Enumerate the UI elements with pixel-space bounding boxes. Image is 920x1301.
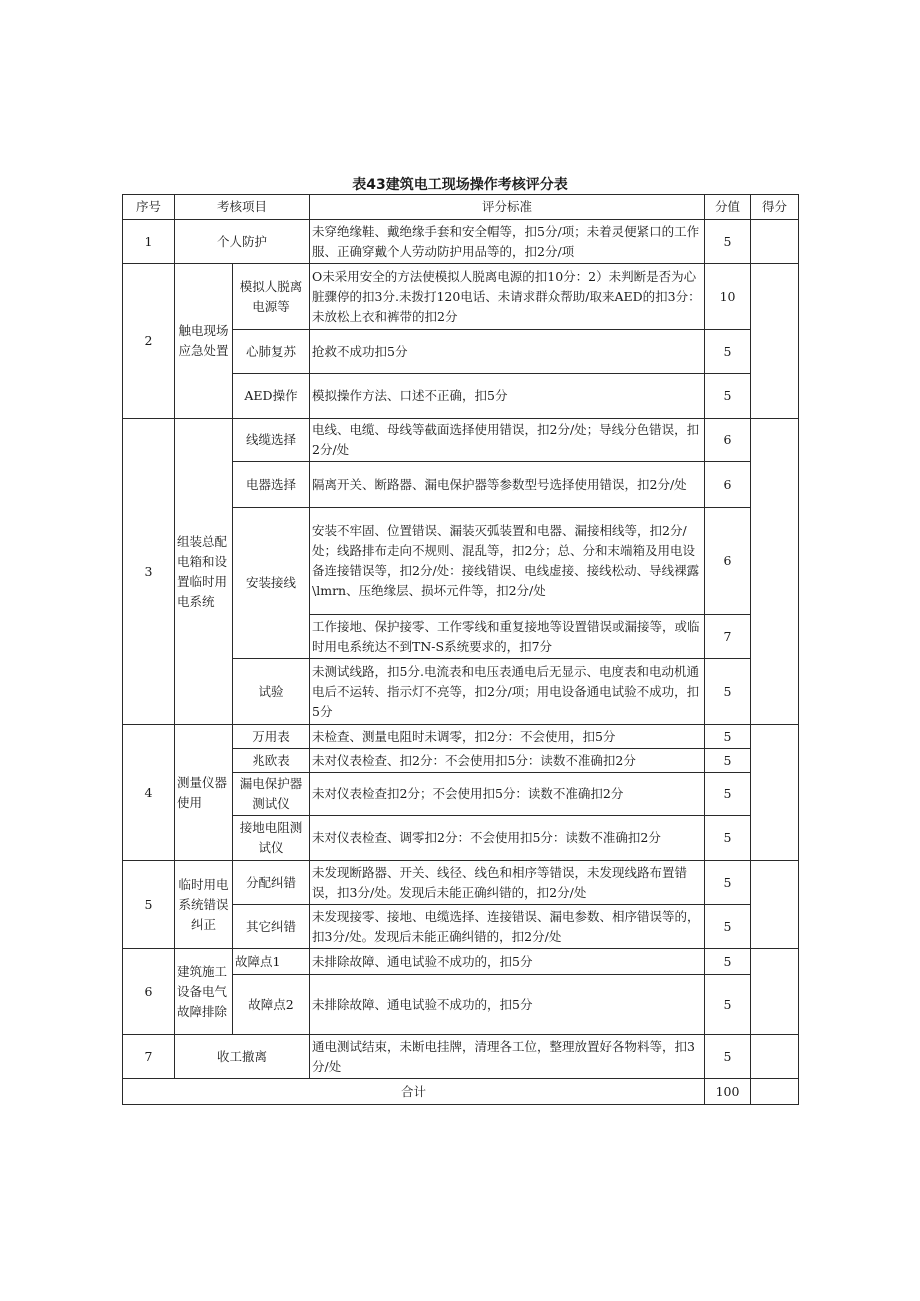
row-item: 临时用电系统错误纠正 <box>175 861 233 949</box>
table-row <box>123 725 799 749</box>
sub-item: 线缆选择 <box>233 419 310 462</box>
total-label: 合计 <box>123 1079 705 1105</box>
header-criteria: 评分标准 <box>310 195 705 220</box>
row-seq: 6 <box>123 949 175 1035</box>
row-score: 6 <box>705 508 751 615</box>
row-criteria: 未发现断路器、开关、线径、线色和相序等错误，未发现线路布置错误，扣3分/处。发现后未能正确纠错的，扣2分/处 <box>310 861 705 905</box>
sub-item: 故障点2 <box>233 975 310 1035</box>
table-row <box>123 949 799 975</box>
row-score: 5 <box>705 220 751 264</box>
row-score: 5 <box>705 975 751 1035</box>
row-criteria: 未排除故障、通电试验不成功的，扣5分 <box>310 975 705 1035</box>
row-criteria: 未穿绝缘鞋、戴绝缘手套和安全帽等，扣5分/项；未着灵便紧口的工作服、正确穿戴个人劳动防护用品等的，扣2分/项 <box>310 220 705 264</box>
row-score: 6 <box>705 419 751 462</box>
row-got[interactable] <box>751 1035 799 1079</box>
row-criteria: 未测试线路，扣5分.电流表和电压表通电后无显示、电度表和电动机通电后不运转、指示灯不亮等，扣2分/项；用电设备通电试验不成功，扣5分 <box>310 659 705 725</box>
row-got[interactable] <box>751 949 799 1035</box>
header-got: 得分 <box>751 195 799 220</box>
total-row <box>123 1079 799 1105</box>
row-seq: 3 <box>123 419 175 725</box>
row-criteria: 未对仪表检查扣2分；不会使用扣5分：读数不准确扣2分 <box>310 773 705 816</box>
row-score: 5 <box>705 773 751 816</box>
row-criteria: 抢救不成功扣5分 <box>310 330 705 374</box>
row-criteria: 未对仪表检查、调零扣2分：不会使用扣5分：读数不准确扣2分 <box>310 816 705 861</box>
sub-item: 安装接线 <box>233 508 310 659</box>
row-got[interactable] <box>751 264 799 419</box>
total-got[interactable] <box>751 1079 799 1105</box>
row-criteria: 安装不牢固、位置错误、漏装灭弧装置和电器、漏接相线等，扣2分/处；线路排布走向不规则、混乱等，扣2分；总、分和末端箱及用电设备连接错误等，扣2分/处：接线错误、电线虚接、接线松动、导线裸露\lmrn、压绝缘层、损坏元件等，扣2分/处 <box>310 508 705 615</box>
row-criteria: 未发现接零、接地、电缆选择、连接错误、漏电参数、相序错误等的，扣3分/处。发现后未能正确纠错的，扣2分/处 <box>310 905 705 949</box>
sub-item: AED操作 <box>233 374 310 419</box>
row-score: 6 <box>705 462 751 508</box>
total-score: 100 <box>705 1079 751 1105</box>
row-criteria: 工作接地、保护接零、工作零线和重复接地等设置错误或漏接等，或临时用电系统达不到TN-S系统要求的，扣7分 <box>310 615 705 659</box>
sub-item: 电器选择 <box>233 462 310 508</box>
row-item: 建筑施工设备电气故障排除 <box>175 949 233 1035</box>
table-row <box>123 264 799 330</box>
row-got[interactable] <box>751 861 799 949</box>
row-criteria: 通电测试结束，未断电挂牌，清理各工位，整理放置好各物料等，扣3分/处 <box>310 1035 705 1079</box>
sub-item: 分配纠错 <box>233 861 310 905</box>
row-score: 5 <box>705 725 751 749</box>
score-table <box>122 194 799 1105</box>
row-seq: 4 <box>123 725 175 861</box>
row-score: 5 <box>705 330 751 374</box>
row-seq: 5 <box>123 861 175 949</box>
table-row <box>123 1035 799 1079</box>
row-score: 5 <box>705 749 751 773</box>
row-criteria: 未对仪表检查、扣2分：不会使用扣5分：读数不准确扣2分 <box>310 749 705 773</box>
header-seq: 序号 <box>123 195 175 220</box>
row-score: 10 <box>705 264 751 330</box>
row-score: 5 <box>705 905 751 949</box>
row-item: 测量仪器使用 <box>175 725 233 861</box>
row-seq: 2 <box>123 264 175 419</box>
sub-item: 接地电阻测试仪 <box>233 816 310 861</box>
sub-item: 漏电保护器测试仪 <box>233 773 310 816</box>
row-item: 触电现场应急处置 <box>175 264 233 419</box>
row-criteria: 未排除故障、通电试验不成功的，扣5分 <box>310 949 705 975</box>
table-row <box>123 220 799 264</box>
row-criteria: 电线、电缆、母线等截面选择使用错误，扣2分/处；导线分色错误，扣2分/处 <box>310 419 705 462</box>
header-score: 分值 <box>705 195 751 220</box>
sub-item: 心肺复苏 <box>233 330 310 374</box>
row-score: 5 <box>705 374 751 419</box>
table-title: 表43建筑电工现场操作考核评分表 <box>352 177 568 193</box>
row-item: 收工撤离 <box>175 1035 310 1079</box>
row-got[interactable] <box>751 725 799 861</box>
sub-item: 模拟人脱离电源等 <box>233 264 310 330</box>
row-seq: 1 <box>123 220 175 264</box>
sub-item: 兆欧表 <box>233 749 310 773</box>
row-criteria: 模拟操作方法、口述不正确，扣5分 <box>310 374 705 419</box>
header-item: 考核项目 <box>175 195 310 220</box>
row-score: 5 <box>705 949 751 975</box>
table-row <box>123 861 799 905</box>
row-seq: 7 <box>123 1035 175 1079</box>
row-criteria: 未检查、测量电阻时未调零，扣2分：不会使用，扣5分 <box>310 725 705 749</box>
row-criteria: O未采用安全的方法使模拟人脱离电源的扣10分：2）未判断是否为心脏骤停的扣3分.未拨打120电话、未请求群众帮助/取来AED的扣3分：未放松上衣和裤带的扣2分 <box>310 264 705 330</box>
header-row <box>123 195 799 220</box>
sub-item: 故障点1 <box>233 949 310 975</box>
table-row <box>123 419 799 462</box>
row-got[interactable] <box>751 419 799 725</box>
sub-item: 其它纠错 <box>233 905 310 949</box>
row-got[interactable] <box>751 220 799 264</box>
row-score: 5 <box>705 861 751 905</box>
row-item: 个人防护 <box>175 220 310 264</box>
row-score: 5 <box>705 659 751 725</box>
row-criteria: 隔离开关、断路器、漏电保护器等参数型号选择使用错误，扣2分/处 <box>310 462 705 508</box>
row-item: 组装总配电箱和设置临时用电系统 <box>175 419 233 725</box>
row-score: 7 <box>705 615 751 659</box>
sub-item: 万用表 <box>233 725 310 749</box>
row-score: 5 <box>705 816 751 861</box>
sub-item: 试验 <box>233 659 310 725</box>
row-score: 5 <box>705 1035 751 1079</box>
